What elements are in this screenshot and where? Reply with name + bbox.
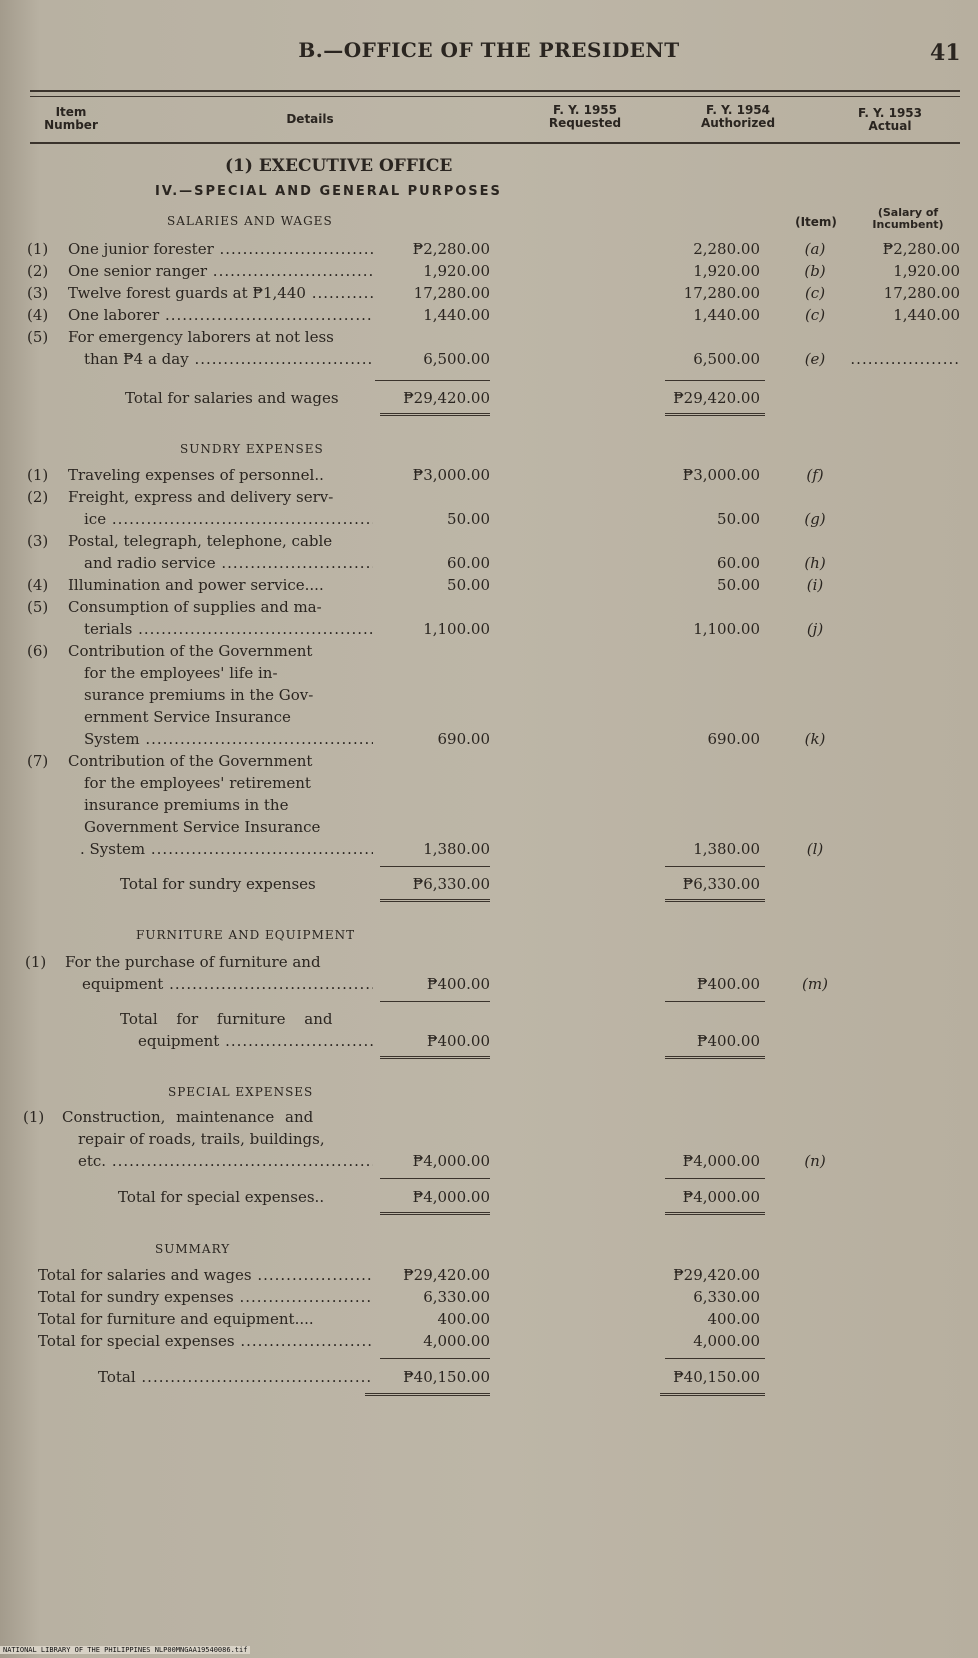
summary-row: Total for sundry expenses ..... 6,330.00 6,330.00 xyxy=(0,1286,978,1308)
summary-row: Total for furniture and equipment.... 400.00 400.00 xyxy=(38,1310,760,1328)
table-row: (2) Freight, express and delivery serv- xyxy=(27,488,334,506)
double-underline xyxy=(665,1212,765,1215)
double-underline xyxy=(380,899,490,902)
header-rule-bottom xyxy=(30,142,960,144)
col-item: (Item) xyxy=(795,215,837,229)
table-row: (1) Traveling expenses of personnel.. ₱3,000.00 ₱3,000.00 (f) xyxy=(27,466,824,484)
underline xyxy=(665,866,765,867)
underline xyxy=(380,866,490,867)
table-row: (1) For the purchase of furniture and xyxy=(25,953,321,971)
summary-heading: SUMMARY xyxy=(155,1242,231,1256)
underline xyxy=(665,1001,765,1002)
total-row: Total for salaries and wages ₱29,420.00 ₱29,420.00 xyxy=(125,389,760,407)
total-row: Total for special expenses.. ₱4,000.00 ₱4,000.00 xyxy=(118,1188,760,1206)
page-number: 41 xyxy=(930,40,961,66)
furniture-heading: FURNITURE AND EQUIPMENT xyxy=(136,928,356,942)
table-row: (3) Postal, telegraph, telephone, cable xyxy=(27,532,333,550)
special-heading: SPECIAL EXPENSES xyxy=(168,1085,314,1099)
sundry-heading: SUNDRY EXPENSES xyxy=(180,442,324,456)
col-salary-incumbent: (Salary of Incumbent) xyxy=(872,206,944,231)
table-row: (4) One laborer ..... 1,440.00 1,440.00 (c) 1,440.00 xyxy=(0,304,978,326)
underline xyxy=(380,1178,490,1179)
table-row: ice ..... 50.00 50.00 (g) xyxy=(0,508,978,530)
total-row: Total for sundry expenses ₱6,330.00 ₱6,330.00 xyxy=(120,875,760,893)
table-row: (5) Consumption of supplies and ma- xyxy=(27,598,322,616)
double-underline xyxy=(365,1393,490,1396)
col-fy1955: F. Y. 1955 Requested xyxy=(548,103,622,130)
table-row: repair of roads, trails, buildings, xyxy=(78,1130,325,1148)
table-row: (1) One junior forester ..... ₱2,280.00 2,280.00 (a) ₱2,280.00 xyxy=(0,238,978,260)
table-row: for the employees' life in- xyxy=(84,664,278,682)
underline xyxy=(375,380,490,381)
col-details: Details xyxy=(286,112,334,126)
underline xyxy=(665,1178,765,1179)
col-fy1954: F. Y. 1954 Authorized xyxy=(700,103,776,130)
salaries-heading: SALARIES AND WAGES xyxy=(167,214,333,228)
table-row: equipment ..... ₱400.00 ₱400.00 (m) xyxy=(0,973,978,995)
underline xyxy=(380,1358,490,1359)
double-underline xyxy=(380,1056,490,1059)
table-row: (2) One senior ranger ..... 1,920.00 1,920.00 (b) 1,920.00 xyxy=(0,260,978,282)
double-underline xyxy=(660,1393,765,1396)
table-row: surance premiums in the Gov- xyxy=(84,686,314,704)
table-row: terials ..... 1,100.00 1,100.00 (j) xyxy=(0,618,978,640)
scan-footer: NATIONAL LIBRARY OF THE PHILIPPINES NLP00MNGAA19540086.tif xyxy=(0,1646,250,1654)
table-row: (5) For emergency laborers at not less xyxy=(27,328,334,346)
underline xyxy=(665,1358,765,1359)
table-row: . System ..... 1,380.00 1,380.00 (l) xyxy=(0,838,978,860)
header-rule-top-2 xyxy=(30,96,960,97)
table-row: (1) Construction, maintenance and xyxy=(23,1108,314,1126)
total-row: Total for furniture and xyxy=(120,1010,333,1028)
table-row: etc. ..... ₱4,000.00 ₱4,000.00 (n) xyxy=(0,1150,978,1172)
summary-row: Total for salaries and wages ..... ₱29,420.00 ₱29,420.00 xyxy=(0,1264,978,1286)
table-row: (3) Twelve forest guards at ₱1,440 ..... 17,280.00 17,280.00 (c) 17,280.00 xyxy=(0,282,978,304)
section-subtitle: IV.—SPECIAL AND GENERAL PURPOSES xyxy=(155,184,502,199)
col-item-number: Item Number xyxy=(44,105,98,132)
col-fy1953: F. Y. 1953 Actual xyxy=(857,106,922,133)
header-rule-top xyxy=(30,90,960,92)
double-underline xyxy=(380,1212,490,1215)
section-title: (1) EXECUTIVE OFFICE xyxy=(225,156,453,176)
table-row: ernment Service Insurance xyxy=(84,708,291,726)
table-row: (4) Illumination and power service.... 50.00 50.00 (i) xyxy=(27,576,824,594)
summary-row: Total for special expenses ..... 4,000.00 4,000.00 xyxy=(0,1330,978,1352)
table-row: System ..... 690.00 690.00 (k) xyxy=(0,728,978,750)
underline xyxy=(665,380,765,381)
table-row: Government Service Insurance xyxy=(84,818,321,836)
double-underline xyxy=(665,1056,765,1059)
underline xyxy=(380,1001,490,1002)
table-row: insurance premiums in the xyxy=(84,796,289,814)
grand-total-row: Total ..... ₱40,150.00 ₱40,150.00 xyxy=(0,1366,978,1388)
page-title: B.—OFFICE OF THE PRESIDENT xyxy=(298,38,680,62)
table-row: for the employees' retirement xyxy=(84,774,311,792)
table-row: and radio service ..... 60.00 60.00 (h) xyxy=(0,552,978,574)
double-underline xyxy=(665,413,765,416)
table-row: (7) Contribution of the Government xyxy=(27,752,313,770)
table-row: than ₱4 a day ..... 6,500.00 6,500.00 (e) ................... xyxy=(0,348,978,370)
table-row: (6) Contribution of the Government xyxy=(27,642,313,660)
double-underline xyxy=(380,413,490,416)
double-underline xyxy=(665,899,765,902)
total-row: equipment ..... ₱400.00 ₱400.00 xyxy=(0,1030,978,1052)
